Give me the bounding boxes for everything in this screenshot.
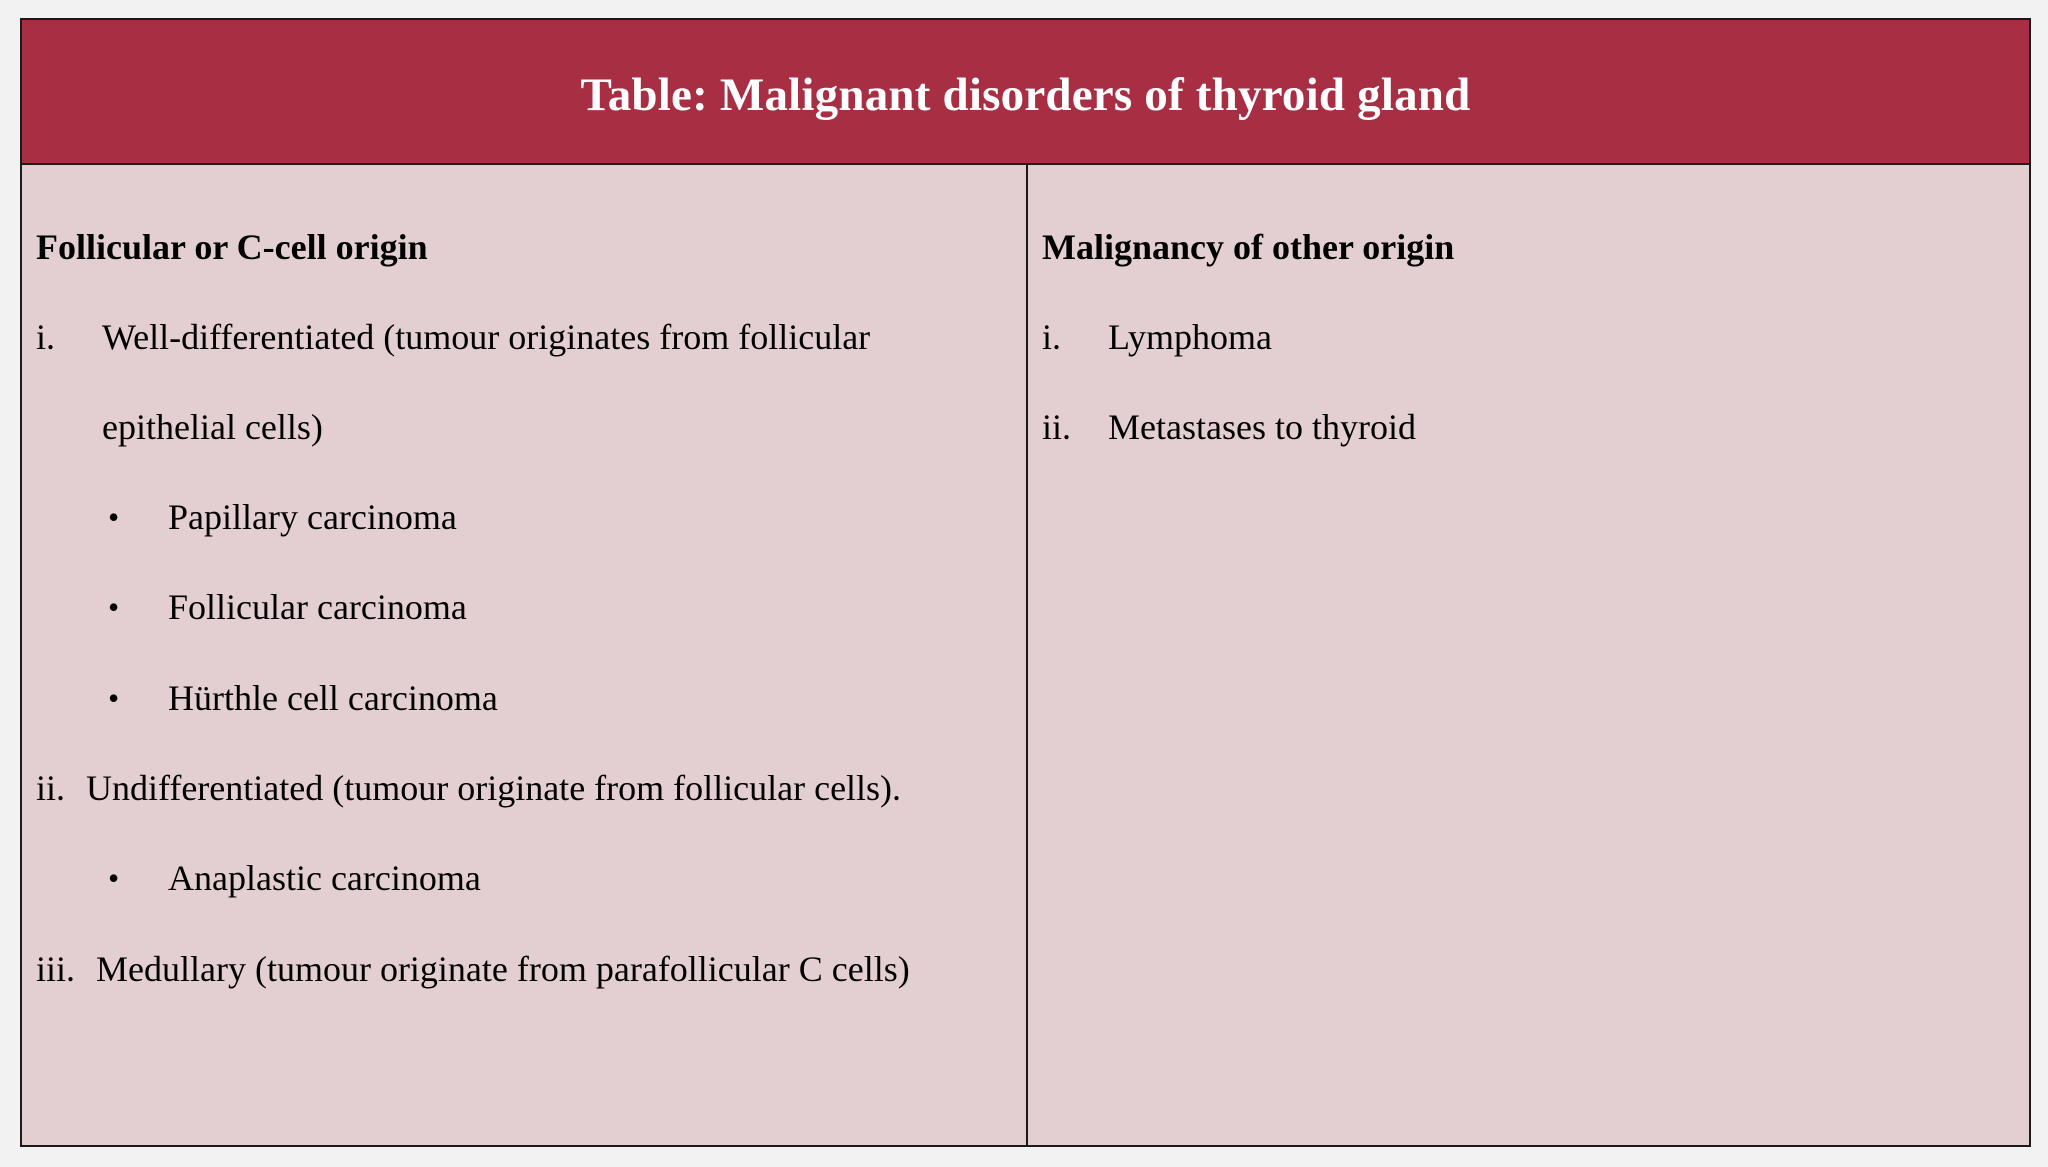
list-item-text: Medullary (tumour originate from parafollicular C cells) [96, 949, 910, 989]
left-column-heading: Follicular or C-cell origin [36, 227, 428, 267]
list-item-text: Undifferentiated (tumour originate from follicular cells). [86, 768, 902, 808]
list-number: i. [36, 317, 56, 357]
thyroid-malignancy-table [20, 18, 2031, 1147]
right-column-heading: Malignancy of other origin [1042, 227, 1455, 267]
list-item-text: Metastases to thyroid [1108, 407, 1416, 447]
bullet-item: Hürthle cell carcinoma [168, 678, 498, 718]
bullet-icon: • [108, 860, 120, 896]
list-number: ii. [36, 768, 66, 808]
list-number: iii. [36, 949, 76, 989]
bullet-icon: • [108, 589, 120, 625]
list-item-text-continued: epithelial cells) [102, 407, 323, 447]
table-title-bar [22, 20, 2029, 165]
list-number: ii. [1042, 407, 1072, 447]
list-item-text: Lymphoma [1108, 317, 1272, 357]
list-number: i. [1042, 317, 1062, 357]
bullet-icon: • [108, 499, 120, 535]
left-column [22, 165, 1028, 1145]
right-column [1028, 165, 2029, 1145]
table-title: Table: Malignant disorders of thyroid gland [580, 68, 1471, 121]
bullet-item: Papillary carcinoma [168, 497, 457, 537]
bullet-item: Follicular carcinoma [168, 587, 467, 627]
list-item-text: Well-differentiated (tumour originates from follicular [102, 317, 871, 357]
bullet-item: Anaplastic carcinoma [168, 858, 481, 898]
bullet-icon: • [108, 680, 120, 716]
